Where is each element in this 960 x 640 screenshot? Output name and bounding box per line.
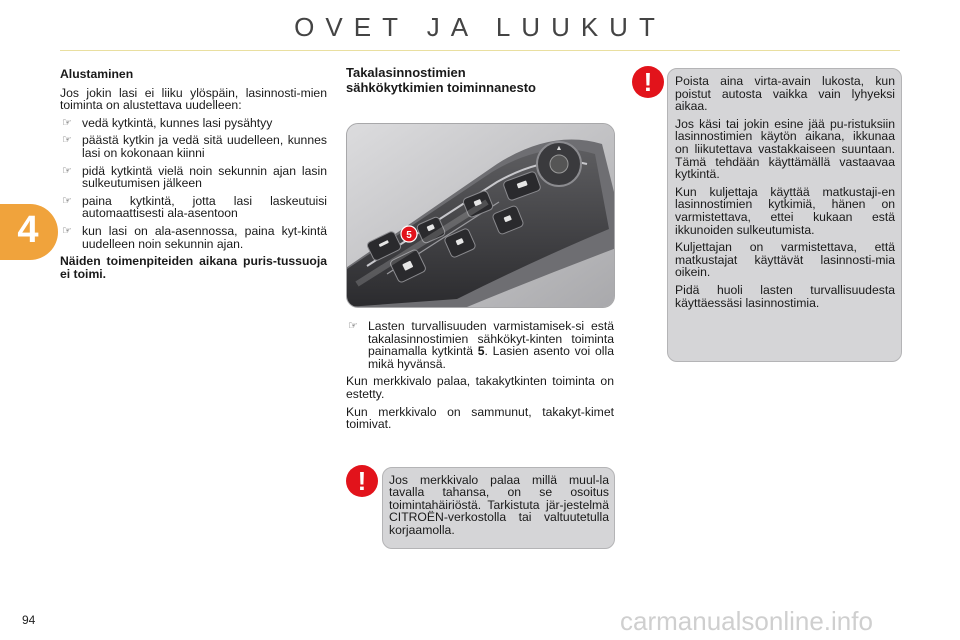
- safety-warning-paragraph: Kuljettajan on varmistettava, että matkustajat käyttävät lasinnosti-mia oikein.: [675, 240, 895, 280]
- pointing-hand-icon: ☞: [62, 224, 72, 237]
- init-intro: Jos jokin lasi ei liiku ylöspäin, lasinnosti-mien toiminta on alustettava uudelleen:: [60, 85, 327, 113]
- callout-number: 5: [406, 230, 412, 241]
- list-item: ☞ pidä kytkintä vielä noin sekunnin ajan lasin sulkeutumisen jälkeen: [62, 163, 327, 191]
- section-title-line2: sähkökytkimien toiminnanesto: [346, 79, 536, 95]
- chapter-number: 4: [17, 209, 39, 251]
- left-column: [60, 68, 327, 285]
- list-item: ☞ päästä kytkin ja vedä sitä uudelleen, kunnes lasi on kokonaan kiinni: [62, 133, 327, 160]
- list-item: ☞ Lasten turvallisuuden varmistamisek-si estä takalasinnostimien sähkökyt-kinten toiminta painamalla kytkintä 5. Lasien asento voi olla mikä hyvänsä.: [348, 319, 614, 371]
- malfunction-warning-text: Jos merkkivalo palaa millä muul-la tavalla tahansa, on se osoitus toimintahäiriöstä. Tarkistuta jär-jestelmä CITROËN-verkostolla tai valtuutetulla korjaamolla.: [389, 473, 609, 537]
- indicator-off-text: Kun merkkivalo on sammunut, takakyt-kimet toimivat.: [346, 404, 614, 432]
- window-switch-photo: [346, 123, 615, 308]
- middle-column: [346, 320, 614, 436]
- safety-warning-content: [675, 75, 895, 314]
- init-heading: Alustaminen: [60, 67, 134, 81]
- page-title: OVET JA LUUKUT: [294, 12, 666, 42]
- malfunction-warning-box: [382, 467, 615, 549]
- pointing-hand-icon: ☞: [348, 320, 358, 332]
- safety-warning-paragraph: Poista aina virta-avain lukosta, kun poistut autosta vaikka vain lyhyeksi aikaa.: [675, 74, 895, 114]
- list-item: ☞ vedä kytkintä, kunnes lasi pysähtyy: [62, 115, 273, 130]
- list-item: ☞ paina kytkintä, jotta lasi laskeutuisi automaattisesti ala-asentoon: [62, 193, 327, 221]
- svg-text:▲: ▲: [555, 145, 563, 152]
- safety-warning-paragraph: Jos käsi tai jokin esine jää pu-ristuksiin lasinnostimien käytön aikana, ikkunaa on liikutettava vastakkaiseen suuntaan. Tämä tehdään käyttämällä vastaavaa kytkintä.: [675, 116, 895, 182]
- window-switch-illustration: [347, 124, 614, 307]
- chapter-tab: [0, 204, 58, 260]
- init-bold-note: Näiden toimenpiteiden aikana puris-tussuoja ei toimi.: [60, 254, 327, 281]
- pointing-hand-icon: ☞: [62, 164, 72, 177]
- indicator-on-text: Kun merkkivalo palaa, takakytkinten toiminta on estetty.: [346, 374, 614, 401]
- section-title: [346, 66, 536, 95]
- safety-warning-paragraph: Pidä huoli lasten turvallisuudesta käyttäessäsi lasinnostimia.: [675, 282, 895, 310]
- page-number: 94: [22, 613, 36, 627]
- exclamation-warning-icon: !: [346, 465, 378, 497]
- pointing-hand-icon: ☞: [62, 116, 72, 129]
- init-steps-list: [60, 117, 327, 250]
- childlock-list: [346, 320, 614, 370]
- section-title-line1: Takalasinnostimien: [346, 65, 466, 80]
- safety-warning-box: [667, 68, 902, 362]
- exclamation-warning-icon: !: [632, 66, 664, 98]
- safety-warning-paragraph: Kun kuljettaja käyttää matkustaji-en lasinnostimien kytkimiä, hänen on varmistettava, ettei kukaan estä ikkunoiden sulkeutumista.: [675, 184, 895, 237]
- list-item: ☞ kun lasi on ala-asennossa, paina kyt-kintä uudelleen noin sekunnin ajan.: [62, 223, 327, 251]
- pointing-hand-icon: ☞: [62, 134, 72, 147]
- pointing-hand-icon: ☞: [62, 194, 72, 207]
- watermark: carmanualsonline.info: [620, 606, 873, 636]
- title-divider: [60, 50, 900, 51]
